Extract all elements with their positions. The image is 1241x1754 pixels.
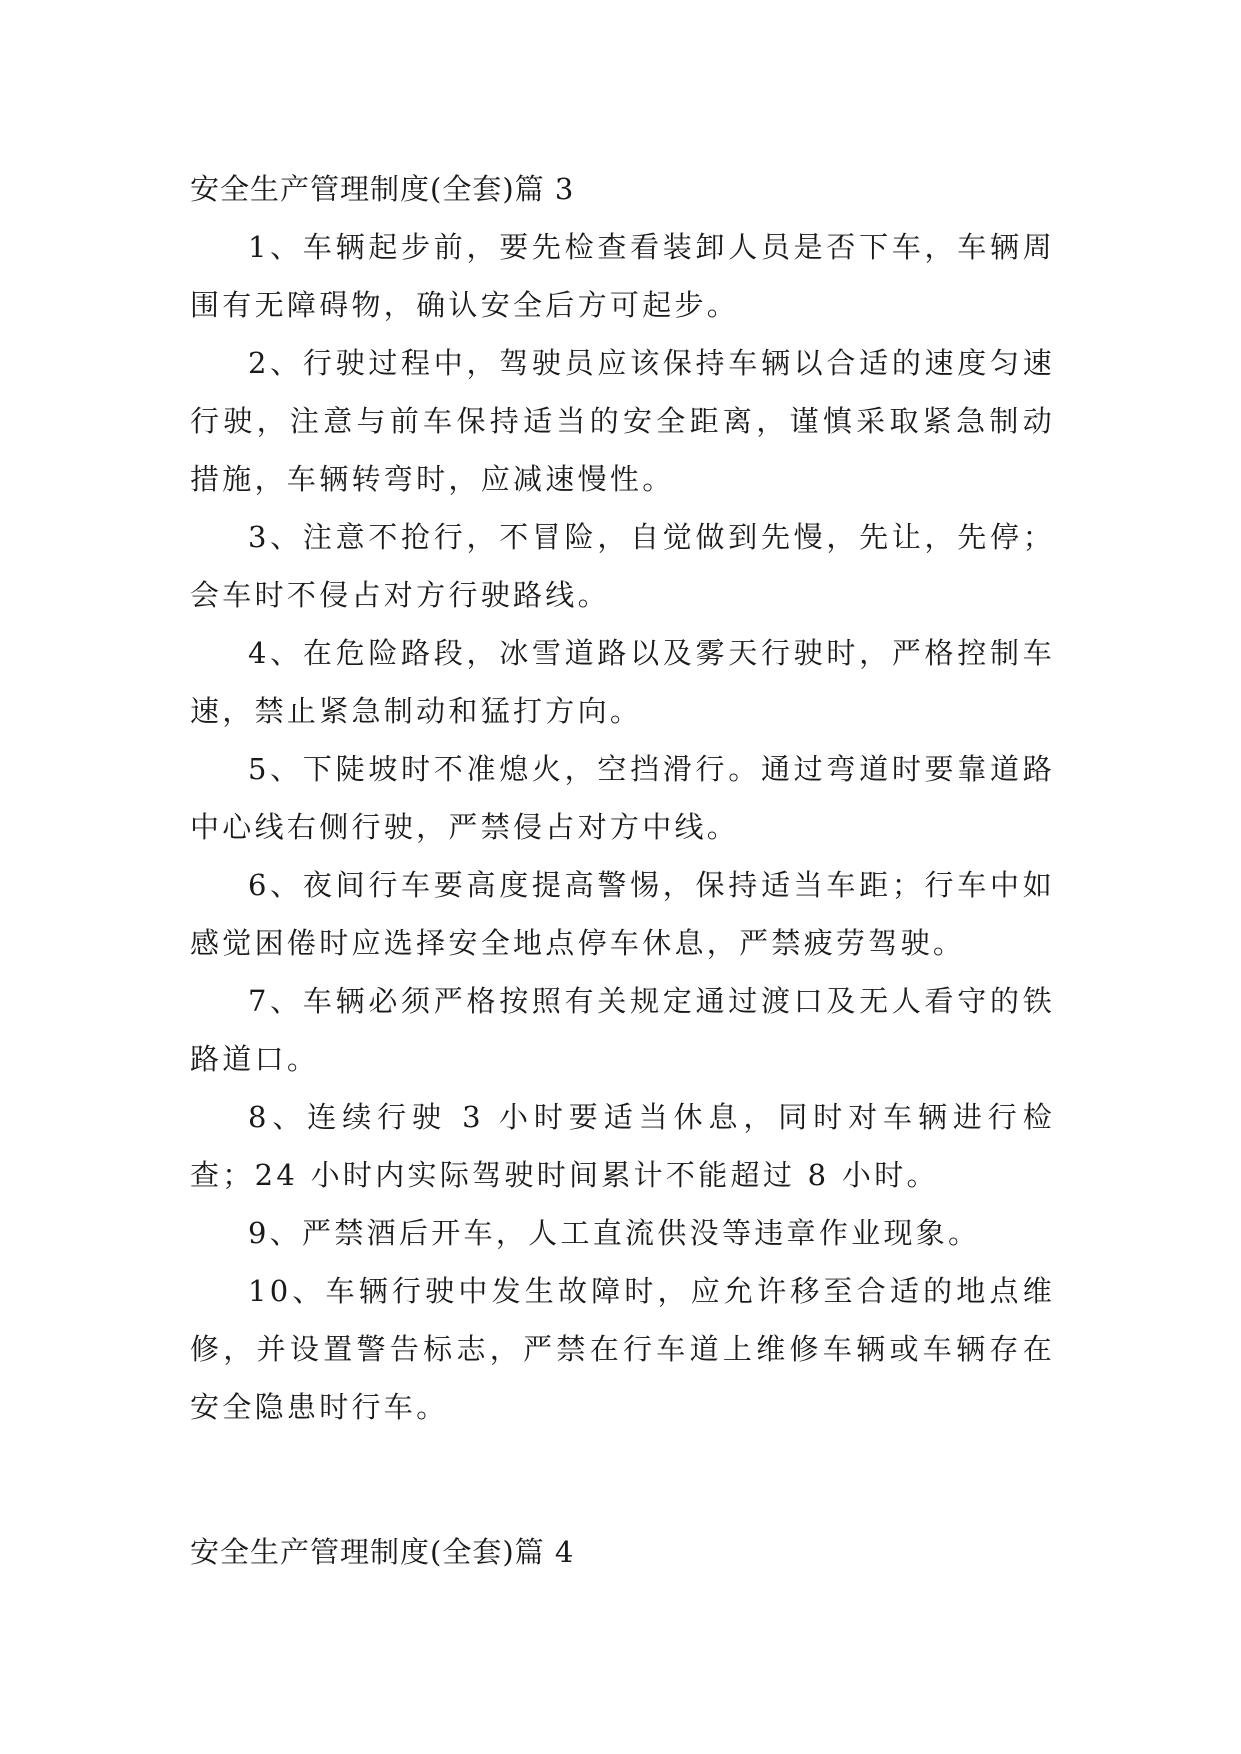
clause-4: 4、在危险路段，冰雪道路以及雾天行驶时，严格控制车速，禁止紧急制动和猛打方向。 (190, 636, 1055, 728)
clause-1: 1、车辆起步前，要先检查看装卸人员是否下车，车辆周围有无障碍物，确认安全后方可起步。 (190, 230, 1055, 322)
section-3-title: 安全生产管理制度(全套)篇 3 (190, 172, 575, 206)
clause-10: 10、车辆行驶中发生故障时，应允许移至合适的地点维修，并设置警告标志，严禁在行车道上维修车辆或车辆存在安全隐患时行车。 (190, 1274, 1055, 1424)
clause-3: 3、注意不抢行，不冒险，自觉做到先慢，先让，先停；会车时不侵占对方行驶路线。 (190, 520, 1055, 612)
clause-8: 8、连续行驶 3 小时要适当休息，同时对车辆进行检查；24 小时内实际驾驶时间累计不能超过 8 小时。 (190, 1100, 1055, 1192)
clause-9: 9、严禁酒后开车，人工直流供没等违章作业现象。 (248, 1216, 981, 1250)
clause-5: 5、下陡坡时不准熄火，空挡滑行。通过弯道时要靠道路中心线右侧行驶，严禁侵占对方中线。 (190, 752, 1055, 844)
clause-7: 7、车辆必须严格按照有关规定通过渡口及无人看守的铁路道口。 (190, 984, 1055, 1076)
section-spacer (190, 1436, 1055, 1523)
section-4-title: 安全生产管理制度(全套)篇 4 (190, 1535, 575, 1569)
clause-2: 2、行驶过程中，驾驶员应该保持车辆以合适的速度匀速行驶，注意与前车保持适当的安全距离，谨慎采取紧急制动措施，车辆转弯时，应减速慢性。 (190, 346, 1055, 496)
clause-6: 6、夜间行车要高度提高警惕，保持适当车距；行车中如感觉困倦时应选择安全地点停车休息，严禁疲劳驾驶。 (190, 868, 1055, 960)
document-page (190, 160, 1055, 1581)
